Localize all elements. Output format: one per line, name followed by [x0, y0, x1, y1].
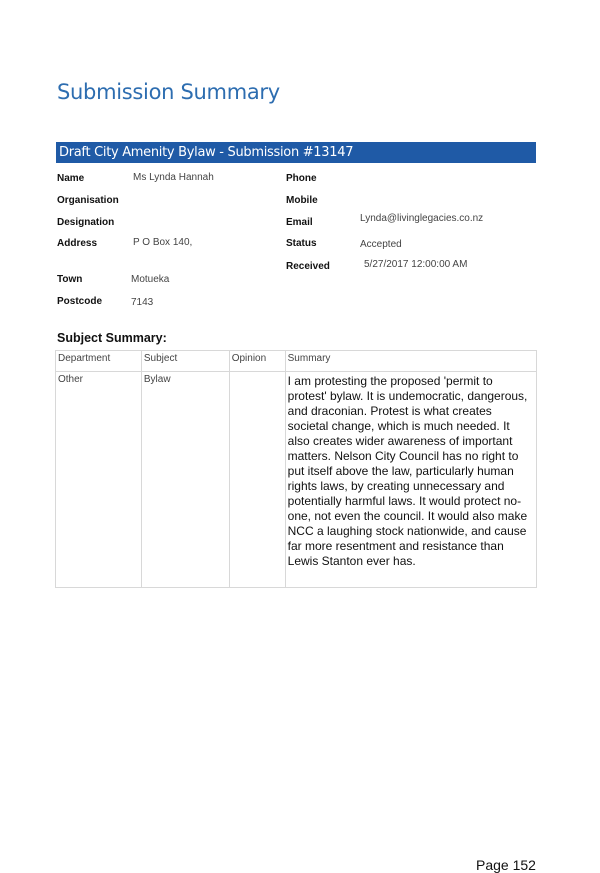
mobile-label: Mobile [286, 195, 318, 206]
column-header-department: Department [56, 351, 142, 372]
designation-label: Designation [57, 217, 115, 228]
phone-label: Phone [286, 173, 317, 184]
subject-cell: Bylaw [141, 372, 229, 588]
status-label: Status [286, 238, 317, 249]
town-value: Motueka [131, 274, 170, 285]
department-cell: Other [56, 372, 142, 588]
table-row [56, 372, 537, 588]
status-value: Accepted [360, 239, 402, 250]
email-label: Email [286, 217, 313, 228]
column-header-summary: Summary [285, 351, 536, 372]
column-header-opinion: Opinion [229, 351, 285, 372]
opinion-cell [229, 372, 285, 588]
postcode-value: 7143 [131, 297, 154, 308]
page-number: Page 152 [476, 857, 536, 873]
subject-summary-table [55, 350, 537, 588]
organisation-label: Organisation [57, 195, 119, 206]
column-header-subject: Subject [141, 351, 229, 372]
name-value: Ms Lynda Hannah [133, 172, 214, 183]
table-header-row [56, 351, 537, 372]
postcode-label: Postcode [57, 296, 103, 307]
name-label: Name [57, 173, 85, 184]
email-value: Lynda@livinglegacies.co.nz [360, 213, 484, 224]
received-label: Received [286, 261, 330, 272]
address-value: P O Box 140, [133, 237, 193, 248]
summary-cell: I am protesting the proposed 'permit to protest' bylaw. It is undemocratic, dangerous, and draconian. Protest is what creates societal change, which is much needed. It also creates wider awareness of important matters. Nelson City Council has no right to put itself above the law, particularly human rights laws, by creating unnecessary and potentially harmful laws. It would protect no-one, not even the council. It would also make NCC a laughing stock nationwide, and cause far more resentment and resistance than Lewis Stanton ever has. [285, 372, 536, 588]
page-title: Submission Summary [57, 80, 280, 104]
received-value: 5/27/2017 12:00:00 AM [364, 259, 468, 270]
address-label: Address [57, 238, 98, 249]
subject-summary-heading: Subject Summary: [57, 331, 167, 345]
town-label: Town [57, 274, 83, 285]
submission-banner: Draft City Amenity Bylaw - Submission #13147 [56, 142, 536, 163]
